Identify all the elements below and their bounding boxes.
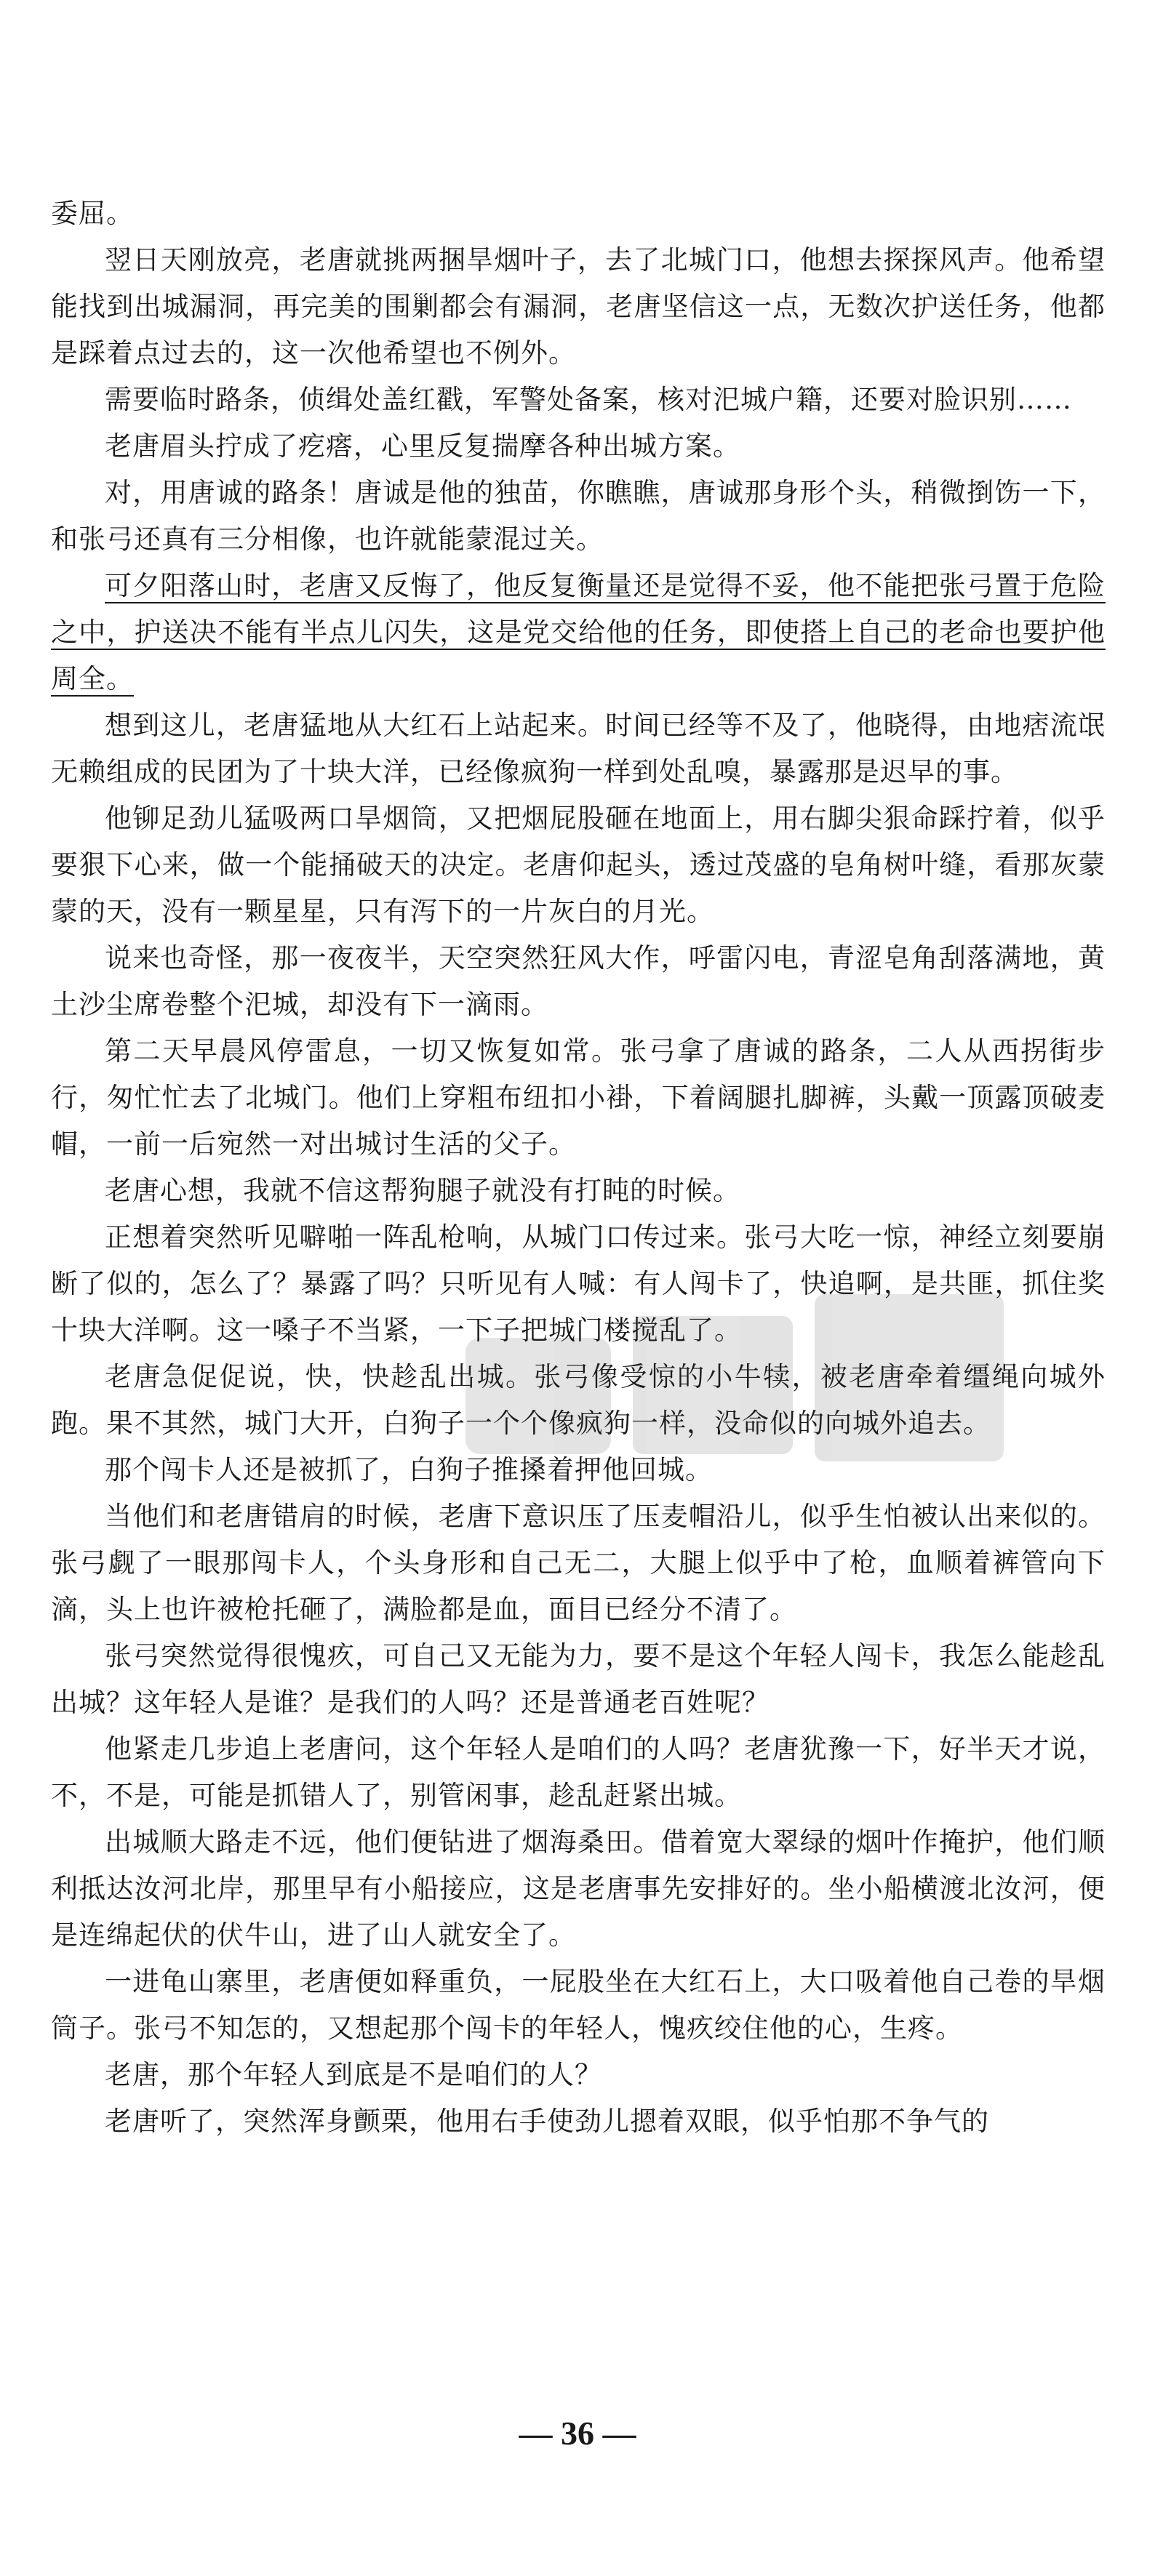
paragraph: 老唐，那个年轻人到底是不是咱们的人？ [105,2059,602,2090]
paragraph: 那个闯卡人还是被抓了，白狗子推搡着押他回城。 [105,1454,713,1485]
paragraph: 一进龟山寨里，老唐便如释重负，一屁股坐在大红石上，大口吸着他自己卷的旱烟筒子。张弓不知怎的，又想起那个闯卡的年轻人，愧疚绞住他的心，生疼。 [51,1966,1106,2044]
paragraph: 老唐听了，突然浑身颤栗，他用右手使劲儿摁着双眼，似乎怕那不争气的 [105,2106,989,2137]
underlined-paragraph [51,563,1106,702]
article-body [51,190,1106,2145]
paragraph: 对，用唐诚的路条！唐诚是他的独苗，你瞧瞧，唐诚那身形个头，稍微捯饬一下，和张弓还真有三分相像，也许就能蒙混过关。 [51,477,1106,555]
page-number: — 36 — [519,2415,636,2452]
paragraph: 当他们和老唐错肩的时候，老唐下意识压了压麦帽沿儿，似乎生怕被认出来似的。张弓觑了一眼那闯卡人，个头身形和自己无二，大腿上似乎中了枪，血顺着裤管向下滴，头上也许被枪托砸了，满脸都是血，面目已经分不清了。 [51,1501,1106,1625]
paragraph: 正想着突然听见噼啪一阵乱枪响，从城门口传过来。张弓大吃一惊，神经立刻要崩断了似的，怎么了？暴露了吗？只听见有人喊：有人闯卡了，快追啊，是共匪，抓住奖十块大洋啊。这一嗓子不当紧，一下子把城门楼搅乱了。 [51,1221,1106,1346]
paragraph: 老唐眉头拧成了疙瘩，心里反复揣摩各种出城方案。 [105,430,740,462]
paragraph: 想到这儿，老唐猛地从大红石上站起来。时间已经等不及了，他晓得，由地痞流氓无赖组成的民团为了十块大洋，已经像疯狗一样到处乱嗅，暴露那是迟早的事。 [51,710,1106,787]
paragraph: 老唐急促促说，快，快趁乱出城。张弓像受惊的小牛犊，被老唐牵着缰绳向城外跑。果不其然，城门大开，白狗子一个个像疯狗一样，没命似的向城外追去。 [51,1361,1106,1439]
paragraph: 委屈。 [51,198,134,229]
paragraph: 第二天早晨风停雷息，一切又恢复如常。张弓拿了唐诚的路条，二人从西拐街步行，匆忙忙去了北城门。他们上穿粗布纽扣小褂，下着阔腿扎脚裤，头戴一顶露顶破麦帽，一前一后宛然一对出城讨生活的父子。 [51,1035,1106,1160]
paragraph: 张弓突然觉得很愧疚，可自己又无能为力，要不是这个年轻人闯卡，我怎么能趁乱出城？这年轻人是谁？是我们的人吗？还是普通老百姓呢？ [51,1640,1106,1718]
underlined-sentence: 可夕阳落山时，老唐又反悔了，他反复衡量还是觉得不妥，他不能把张弓置于危险之中，护送决不能有半点儿闪失，这是党交给他的任务，即使搭上自己的老命也要护他周全。 [51,570,1106,694]
paragraph: 需要临时路条，侦缉处盖红戳，军警处备案，核对汜城户籍，还要对脸识别…… [105,384,1072,415]
paragraph: 翌日天刚放亮，老唐就挑两捆旱烟叶子，去了北城门口，他想去探探风声。他希望能找到出城漏洞，再完美的围剿都会有漏洞，老唐坚信这一点，无数次护送任务，他都是踩着点过去的，这一次他希望也不例外。 [51,244,1106,369]
paragraph: 出城顺大路走不远，他们便钻进了烟海桑田。借着宽大翠绿的烟叶作掩护，他们顺利抵达汝河北岸，那里早有小船接应，这是老唐事先安排好的。坐小船横渡北汝河，便是连绵起伏的伏牛山，进了山人就安全了。 [51,1826,1106,1951]
paragraph: 他紧走几步追上老唐问，这个年轻人是咱们的人吗？老唐犹豫一下，好半天才说，不，不是，可能是抓错人了，别管闲事，趁乱赶紧出城。 [51,1733,1106,1811]
paragraph: 他铆足劲儿猛吸两口旱烟筒，又把烟屁股砸在地面上，用右脚尖狠命踩拧着，似乎要狠下心来，做一个能捅破天的决定。老唐仰起头，透过茂盛的皂角树叶缝，看那灰蒙蒙的天，没有一颗星星，只有泻下的一片灰白的月光。 [51,803,1106,927]
paragraph: 老唐心想，我就不信这帮狗腿子就没有打盹的时候。 [105,1175,740,1206]
paragraph: 说来也奇怪，那一夜夜半，天空突然狂风大作，呼雷闪电，青涩皂角刮落满地，黄土沙尘席卷整个汜城，却没有下一滴雨。 [51,942,1106,1020]
